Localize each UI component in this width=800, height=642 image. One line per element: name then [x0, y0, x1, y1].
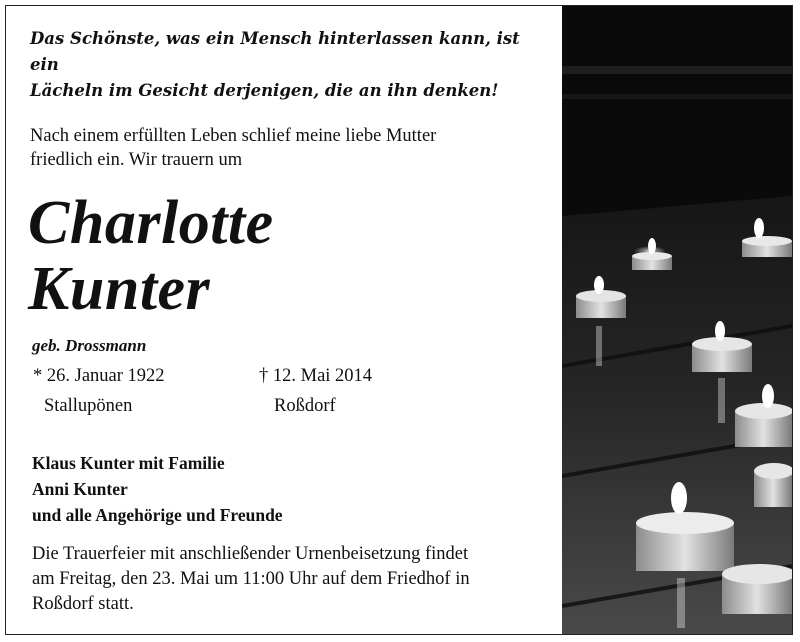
- background-window-band: [562, 66, 792, 74]
- funeral-service-info: [32, 542, 550, 617]
- candles-photo: [562, 6, 792, 635]
- service-line-3: Roßdorf statt.: [32, 594, 134, 614]
- mourner-line: und alle Angehörige und Freunde: [32, 505, 283, 525]
- life-dates: [30, 362, 550, 426]
- quote-line-2: Lächeln im Gesicht derjenigen, die an ihn denken!: [30, 81, 499, 100]
- candle: [754, 463, 792, 507]
- birth-place: Stallupönen: [44, 396, 133, 416]
- memorial-quote: [30, 26, 550, 104]
- obituary-frame: [5, 5, 793, 635]
- candle: [722, 564, 792, 614]
- birth-date: * 26. Januar 1922: [33, 366, 165, 386]
- mourner-line: Klaus Kunter mit Familie: [32, 453, 225, 473]
- service-line-1: Die Trauerfeier mit anschließender Urnenbeisetzung findet: [32, 544, 469, 564]
- intro-text: [30, 124, 550, 172]
- obituary-text: [30, 26, 550, 617]
- intro-line-2: friedlich ein. Wir trauern um: [30, 150, 243, 170]
- intro-line-1: Nach einem erfüllten Leben schlief meine liebe Mutter: [30, 126, 437, 146]
- mourner-line: Anni Kunter: [32, 479, 128, 499]
- last-name: Kunter: [28, 255, 211, 323]
- maiden-name: geb. Drossmann: [32, 336, 147, 355]
- first-name: Charlotte: [28, 189, 274, 257]
- background-window-band: [562, 94, 792, 99]
- death-date: † 12. Mai 2014: [259, 366, 373, 386]
- death-place: Roßdorf: [274, 396, 336, 416]
- quote-line-1: Das Schönste, was ein Mensch hinterlassen kann, ist ein: [30, 29, 520, 74]
- deceased-name: [28, 190, 550, 322]
- service-line-2: am Freitag, den 23. Mai um 11:00 Uhr auf dem Friedhof in: [32, 569, 470, 589]
- candles-photo-svg: [562, 6, 792, 635]
- mourners-list: [32, 450, 550, 528]
